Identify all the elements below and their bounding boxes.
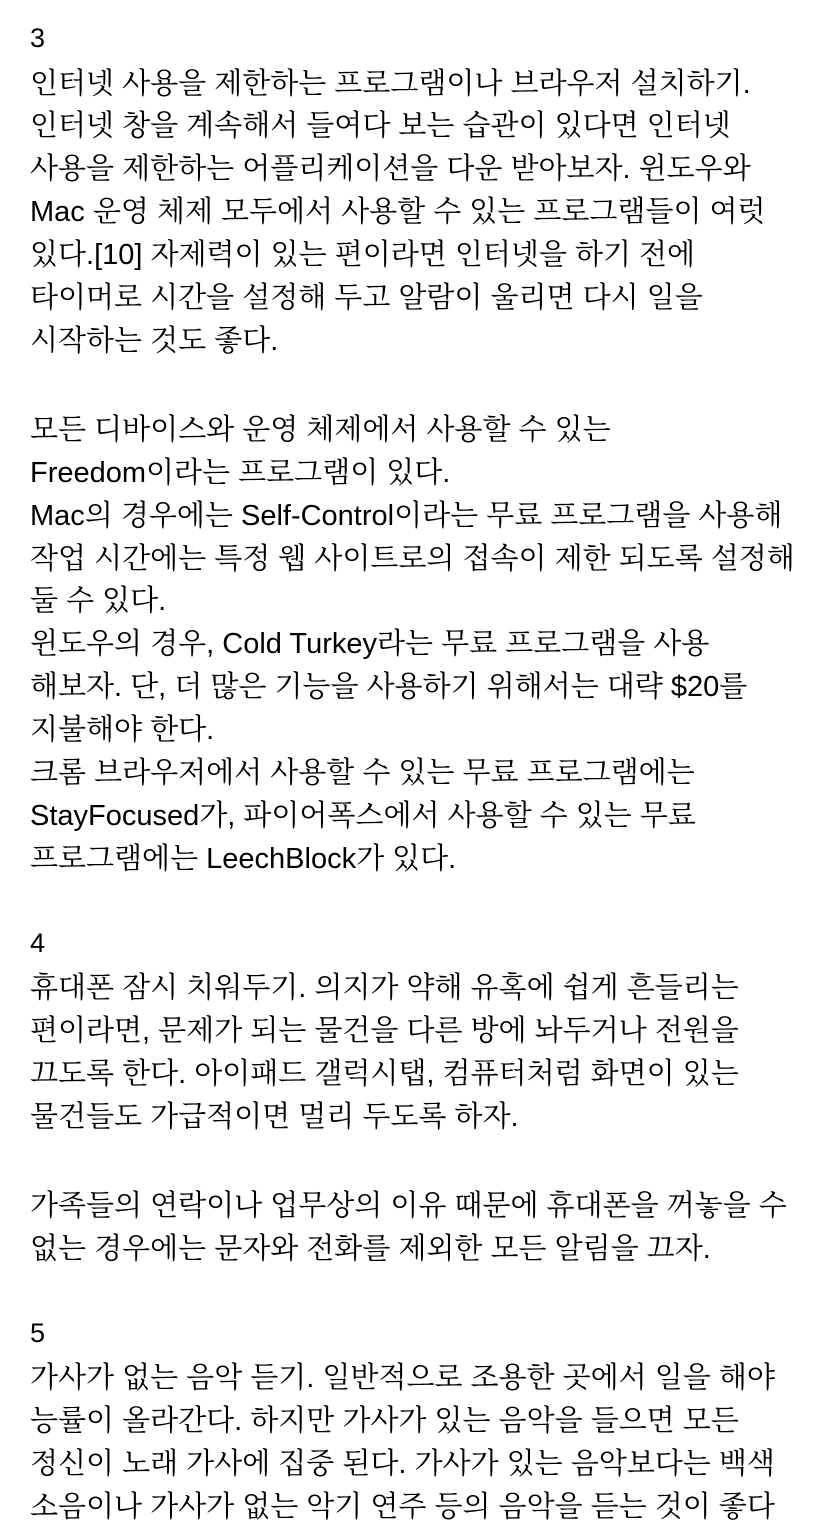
spacer [30, 363, 798, 409]
spacer [30, 881, 798, 923]
list-item: 크롬 브라우저에서 사용할 수 있는 무료 프로그램에는 StayFocused가, 파이어폭스에서 사용할 수 있는 무료 프로그램에는 LeechBlock가 있다. [30, 757, 696, 875]
section-number: 5 [30, 1317, 46, 1348]
section-bullet-list [30, 1185, 798, 1271]
spacer [30, 1271, 798, 1313]
section-3 [30, 18, 798, 881]
section-4 [30, 923, 798, 1271]
spacer [30, 1139, 798, 1185]
section-number: 4 [30, 927, 46, 958]
list-item: 윈도우의 경우, Cold Turkey라는 무료 프로그램을 사용 해보자. 단, 더 많은 기능을 사용하기 위해서는 대략 $20를 지불해야 한다. [30, 628, 748, 747]
section-body-paragraph: 휴대폰 잠시 치워두기. 의지가 약해 유혹에 쉽게 흔들리는 편이라면, 문제가 되는 물건을 다른 방에 놔두거나 전원을 끄도록 한다. 아이패드 갤럭시탭, 컴퓨터처럼 화면이 있는 물건들도 가급적이면 멀리 두도록 하자. [30, 972, 739, 1134]
section-5 [30, 1313, 798, 1529]
list-item: 모든 디바이스와 운영 체제에서 사용할 수 있는 Freedom이라는 프로그램이 있다. [30, 413, 611, 489]
section-body-paragraph: 인터넷 사용을 제한하는 프로그램이나 브라우저 설치하기. 인터넷 창을 계속해서 들여다 보는 습관이 있다면 인터넷 사용을 제한하는 어플리케이션을 다운 받아보자. 윈도우와 Mac 운영 체제 모두에서 사용할 수 있는 프로그램들이 여럿 있다.[10] 자제력이 있는 편이라면 인터넷을 하기 전에 타이머로 시간을 설정해 두고 알람이 울리면 다시 일을 시작하는 것도 좋다. [30, 67, 766, 357]
list-item: Mac의 경우에는 Self-Control이라는 무료 프로그램을 사용해 작업 시간에는 특정 웹 사이트로의 접속이 제한 되도록 설정해 둘 수 있다. [30, 499, 795, 618]
list-item: 가족들의 연락이나 업무상의 이유 때문에 휴대폰을 꺼놓을 수 없는 경우에는 문자와 전화를 제외한 모든 알림을 끄자. [30, 1189, 787, 1265]
section-number: 3 [30, 23, 46, 53]
section-bullet-list [30, 409, 798, 881]
section-body-paragraph: 가사가 없는 음악 듣기. 일반적으로 조용한 곳에서 일을 해야 능률이 올라간다. 하지만 가사가 있는 음악을 들으면 모든 정신이 노래 가사에 집중 된다. 가사가 있는 음악보다는 백색 소음이나 가사가 없는 악기 연주 등의 음악을 듣는 것이 좋다 [30, 1362, 775, 1523]
